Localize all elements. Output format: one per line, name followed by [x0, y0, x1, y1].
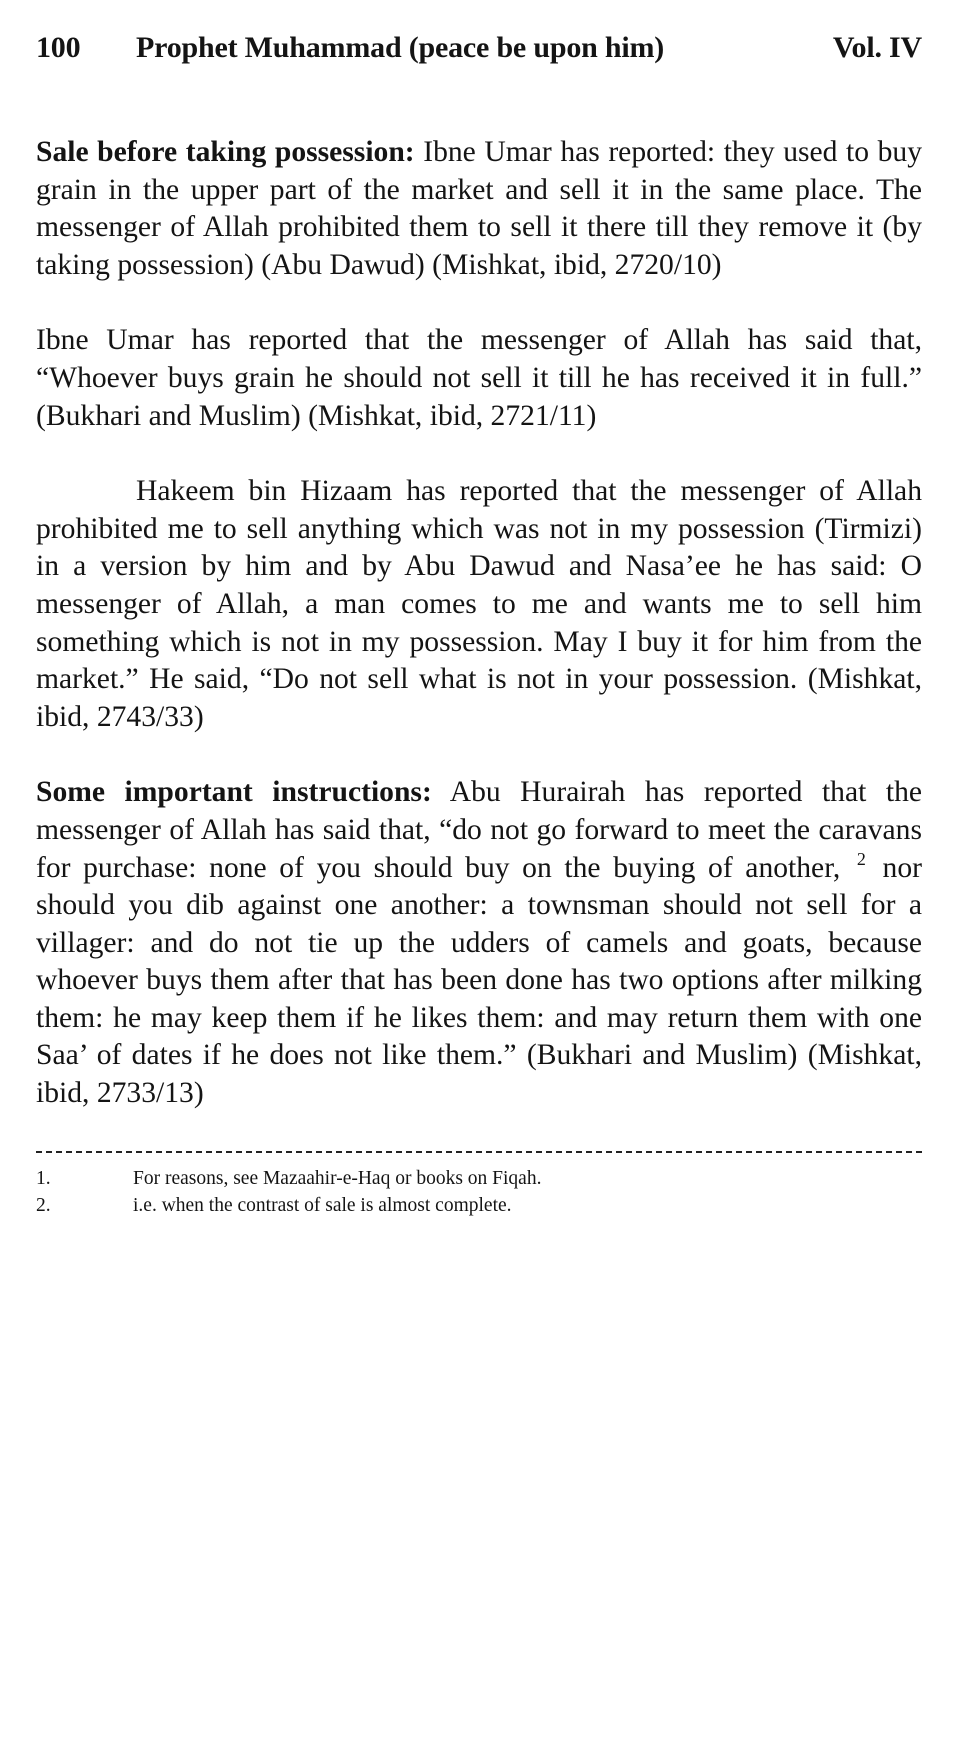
footnote-divider — [36, 1151, 922, 1153]
footnote-text: i.e. when the contrast of sale is almost complete. — [133, 1194, 512, 1216]
paragraph-important-instructions — [36, 774, 922, 1112]
paragraph-hakeem-bin-hizaam — [36, 473, 922, 736]
paragraph-heading: Sale before taking possession: — [36, 136, 415, 168]
footnote-item — [36, 1165, 922, 1192]
paragraph-body-after-ref: nor should you dib against one another: a townsman should not sell for a villager: and do not tie up the udders of camels and goats, because whoever buys them after that has been done has two options after milking them: he may keep them if he likes them: and may return them with one Saa’ of dates if he does not like them.” (Bukhari and Muslim) (Mishkat, ibid, 2733/13) — [36, 851, 922, 1110]
footnotes — [36, 1165, 922, 1219]
footnote-item — [36, 1192, 922, 1219]
footnote-number: 2. — [36, 1194, 51, 1216]
footnote-text: For reasons, see Mazaahir-e-Haq or books on Fiqah. — [133, 1167, 542, 1189]
paragraph-heading: Some important instructions: — [36, 776, 432, 809]
page-number: 100 — [36, 31, 81, 64]
volume-label: Vol. IV — [832, 31, 922, 64]
paragraph-sale-before-possession — [36, 134, 922, 284]
book-title: Prophet Muhammad (peace be upon him) — [136, 31, 665, 64]
running-header — [36, 30, 922, 66]
footnote-reference: 2 — [856, 848, 866, 869]
paragraph-body-before-ref: Abu Hurairah has reported that the messenger of Allah has said that, “do not go forward to meet the caravans for purchase: none of you should buy on the buying of another, — [36, 776, 923, 884]
paragraph-ibne-umar — [36, 322, 922, 435]
paragraph-body: Ibne Umar has reported: they used to buy grain in the upper part of the market and sell it in the same place. The messenger of Allah prohibited them to sell it there till they remove it (by taking possession) (Abu Dawud) (Mishkat, ibid, 2720/10) — [36, 136, 923, 281]
paragraph-body: Hakeem bin Hizaam has reported that the messenger of Allah prohibited me to sell anything which was not in my possession (Tirmizi) in a version by him and by Abu Dawud and Nasa’ee he has said: O messenger of Allah, a man comes to me and wants me to sell him something which is not in my possession. May I buy it for him from the market.” He said, “Do not sell what is not in your possession. (Mishkat, ibid, 2743/33) — [36, 475, 922, 733]
paragraph-body: Ibne Umar has reported that the messenger of Allah has said that, “Whoever buys grain he should not sell it till he has received it in full.” (Bukhari and Muslim) (Mishkat, ibid, 2721/11) — [36, 324, 922, 432]
book-page — [36, 30, 922, 1219]
footnote-number: 1. — [36, 1167, 51, 1189]
body-text — [36, 134, 922, 1113]
